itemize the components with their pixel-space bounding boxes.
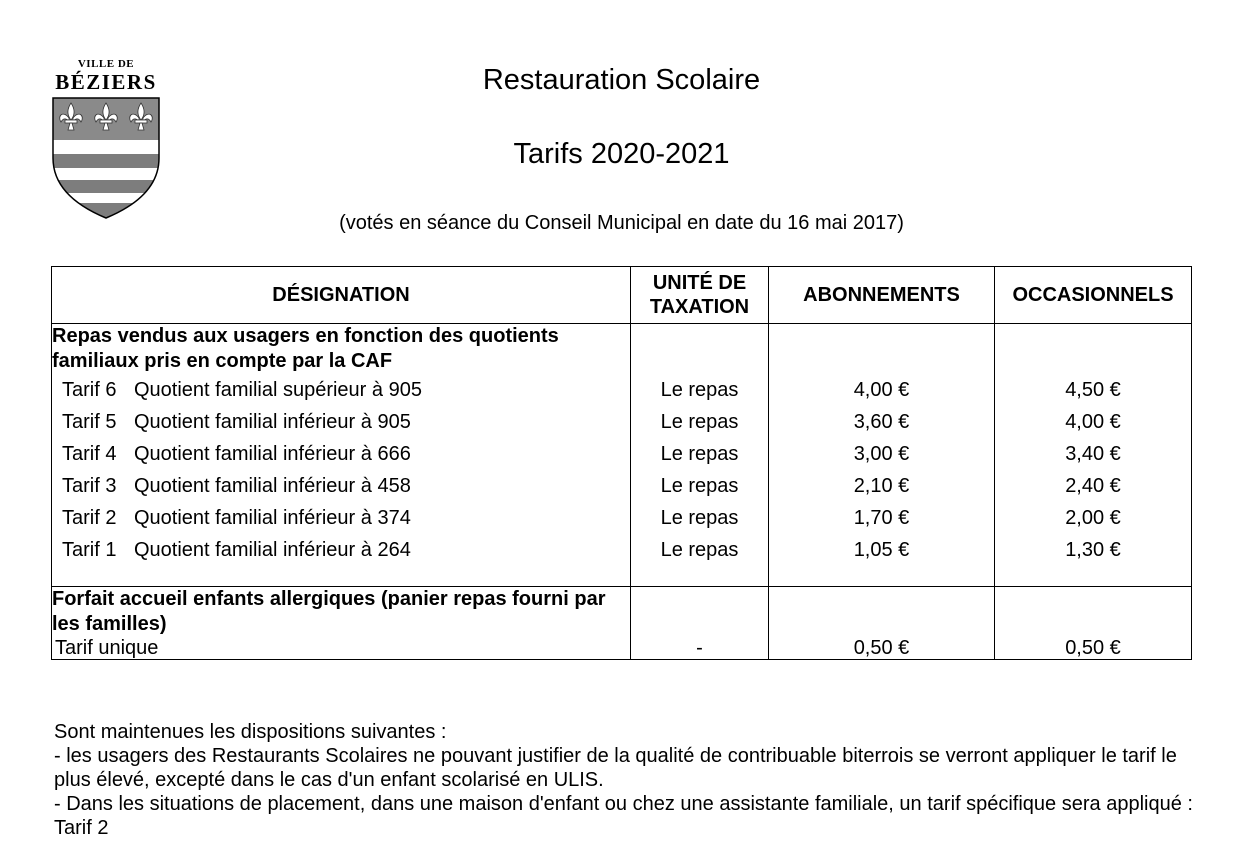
- tariff-unit: Le repas: [631, 534, 769, 566]
- tariff-unit: Le repas: [631, 438, 769, 470]
- tariff-abonnement: 3,00 €: [769, 438, 995, 470]
- tariff-occasionnel: 1,30 €: [995, 534, 1192, 566]
- tariff-number: Tarif 3: [62, 475, 117, 497]
- tariff-abonnement: 1,70 €: [769, 502, 995, 534]
- tariff-designation: [52, 534, 631, 566]
- table-row: [52, 406, 1192, 438]
- tariff-label: Quotient familial inférieur à 374: [134, 507, 411, 529]
- tariff-unit: Le repas: [631, 406, 769, 438]
- table-row: [52, 534, 1192, 566]
- col-unit-line2: TAXATION: [649, 296, 750, 318]
- tariff-number: Tarif 1: [62, 539, 117, 561]
- tariff-number: Tarif 2: [62, 507, 117, 529]
- table-row: [52, 374, 1192, 406]
- tariff-designation: [52, 502, 631, 534]
- tariff-unit: Le repas: [631, 470, 769, 502]
- tariff-period: Tarifs 2020-2021: [513, 138, 730, 170]
- section-heading-row: [52, 587, 1192, 638]
- logo-city-text: BÉZIERS: [55, 70, 157, 94]
- tariff-unit: -: [631, 637, 769, 660]
- tariff-occasionnel: 2,00 €: [995, 502, 1192, 534]
- tariff-abonnement: 3,60 €: [769, 406, 995, 438]
- notes-item: - Dans les situations de placement, dans une maison d'enfant ou chez une assistante familiale, un tarif spécifique sera appliqué : Tarif 2: [54, 793, 1193, 839]
- table-row: [52, 470, 1192, 502]
- tariff-designation: [52, 374, 631, 406]
- tariff-abonnement: 0,50 €: [769, 637, 995, 660]
- tariff-designation: [52, 470, 631, 502]
- notes-block: [54, 720, 1204, 840]
- tariff-number: Tarif 4: [62, 443, 117, 465]
- tariff-label: Quotient familial inférieur à 458: [134, 475, 411, 497]
- section-heading-row: [52, 324, 1192, 375]
- tariff-occasionnel: 4,00 €: [995, 406, 1192, 438]
- tariff-occasionnel: 4,50 €: [995, 374, 1192, 406]
- tariff-unit: Le repas: [631, 502, 769, 534]
- notes-intro: Sont maintenues les dispositions suivantes :: [54, 721, 447, 743]
- tariff-abonnement: 2,10 €: [769, 470, 995, 502]
- section2-heading: Forfait accueil enfants allergiques (panier repas fourni par les familles): [52, 587, 631, 638]
- tariff-number: Tarif 5: [62, 411, 117, 433]
- col-designation: DÉSIGNATION: [52, 267, 631, 324]
- tariff-designation: [52, 406, 631, 438]
- section1-heading: Repas vendus aux usagers en fonction des quotients familiaux pris en compte par la CAF: [52, 324, 631, 375]
- table-header-row: [52, 267, 1192, 324]
- tariff-designation: [52, 438, 631, 470]
- tariff-table: [51, 266, 1192, 660]
- tariff-label: Quotient familial inférieur à 264: [134, 539, 411, 561]
- col-unit: [631, 267, 769, 324]
- tariff-number: Tarif 6: [62, 379, 117, 401]
- tariff-occasionnel: 0,50 €: [995, 637, 1192, 660]
- notes-item: - les usagers des Restaurants Scolaires ne pouvant justifier de la qualité de contribuable biterrois se verront appliquer le tarif le plus élevé, excepté dans le cas d'un enfant scolarisé en ULIS.: [54, 745, 1177, 791]
- page-subtitle: (votés en séance du Conseil Municipal en date du 16 mai 2017): [339, 212, 904, 234]
- col-abonnements: ABONNEMENTS: [769, 267, 995, 324]
- tariff-designation: Tarif unique: [52, 637, 631, 660]
- tariff-label: Quotient familial inférieur à 905: [134, 411, 411, 433]
- tariff-label: Quotient familial supérieur à 905: [134, 379, 422, 401]
- tariff-abonnement: 1,05 €: [769, 534, 995, 566]
- page-title: Restauration Scolaire: [482, 64, 761, 96]
- table-row: [52, 637, 1192, 660]
- col-unit-line1: UNITÉ DE: [652, 272, 747, 294]
- tariff-unit: Le repas: [631, 374, 769, 406]
- col-occasionnels: OCCASIONNELS: [995, 267, 1192, 324]
- tariff-label: Quotient familial inférieur à 666: [134, 443, 411, 465]
- tariff-occasionnel: 3,40 €: [995, 438, 1192, 470]
- logo-ville-text: VILLE DE: [77, 58, 135, 70]
- table-row: [52, 502, 1192, 534]
- tariff-abonnement: 4,00 €: [769, 374, 995, 406]
- spacer-row: [52, 566, 1192, 587]
- table-row: [52, 438, 1192, 470]
- tariff-occasionnel: 2,40 €: [995, 470, 1192, 502]
